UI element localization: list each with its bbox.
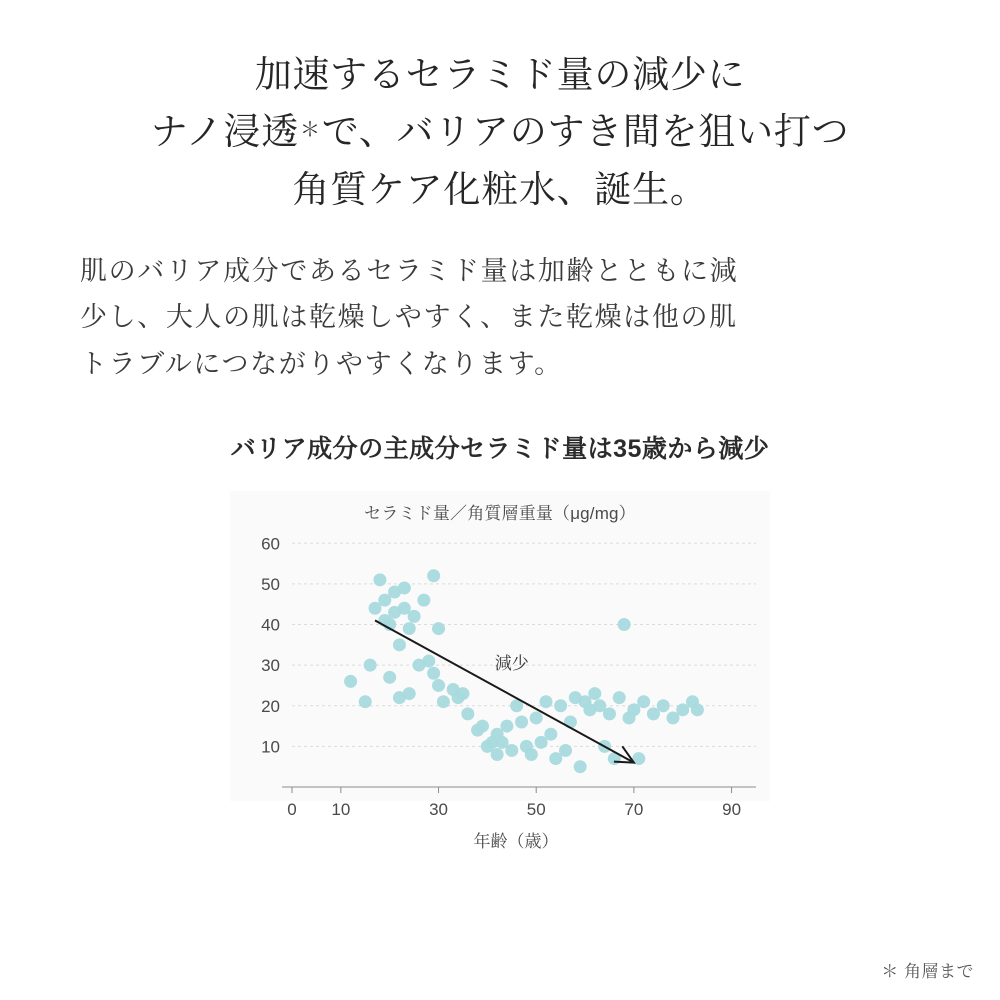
data-point	[344, 675, 357, 688]
data-point	[364, 659, 377, 672]
asterisk-note-icon: ＊	[300, 118, 321, 141]
chart-title: セラミド量／角質層重量（μg/mg）	[364, 504, 636, 524]
data-point	[408, 610, 421, 623]
headline-line-2	[0, 103, 1000, 160]
data-point	[618, 618, 631, 631]
data-point	[544, 728, 557, 741]
x-axis-label: 年齢（歳）	[473, 832, 559, 852]
data-point	[554, 700, 567, 713]
x-tick-label: 10	[331, 800, 351, 820]
data-point	[456, 687, 469, 700]
data-point	[657, 700, 670, 713]
x-tick-label: 30	[429, 800, 448, 820]
x-tick-label: 70	[624, 800, 644, 820]
headline-line-1: 加速するセラミド量の減少に	[254, 54, 746, 95]
data-point	[637, 696, 650, 709]
y-tick-label: 10	[261, 737, 280, 757]
y-tick-label: 50	[261, 575, 280, 595]
data-point	[403, 687, 416, 700]
data-point	[515, 716, 528, 729]
data-point	[491, 748, 504, 761]
body-line-2: 少し、大人の肌は乾燥しやすく、また乾燥は他の肌	[80, 302, 738, 333]
data-point	[559, 744, 572, 757]
data-point	[427, 570, 440, 583]
x-tick-label: 50	[526, 800, 546, 820]
data-point	[359, 696, 372, 709]
data-point	[505, 744, 518, 757]
x-tick-label: 0	[287, 800, 297, 820]
data-point	[432, 679, 445, 692]
footnote: ＊ 角層まで	[881, 962, 974, 981]
data-point	[427, 667, 440, 680]
x-tick-label: 90	[722, 800, 742, 820]
data-point	[437, 696, 450, 709]
y-tick-label: 30	[261, 656, 280, 676]
data-point	[691, 704, 704, 717]
data-point	[564, 716, 577, 729]
data-point	[422, 655, 435, 668]
data-point	[539, 696, 552, 709]
page-title	[0, 0, 1000, 218]
data-point	[373, 574, 386, 587]
data-point	[417, 594, 430, 607]
data-point	[500, 720, 513, 733]
data-point	[525, 748, 538, 761]
y-tick-label: 60	[261, 534, 280, 554]
y-tick-label: 20	[261, 697, 280, 717]
data-point	[393, 639, 406, 652]
chart-svg	[230, 491, 770, 851]
headline-line-3: 角質ケア化粧水、誕生。	[292, 168, 708, 210]
data-point	[603, 708, 616, 721]
data-point	[461, 708, 474, 721]
data-point	[588, 687, 601, 700]
body-line-1: 肌のバリア成分であるセラミド量は加齢とともに減	[80, 256, 739, 287]
data-point	[613, 691, 626, 704]
data-point	[574, 761, 587, 774]
headline-line-2-part-a: ナノ浸透	[150, 111, 299, 153]
data-point	[398, 582, 411, 595]
decline-annotation-label: 減少	[494, 654, 529, 674]
scatter-chart	[230, 491, 770, 851]
data-point	[530, 712, 543, 725]
body-line-3: トラブルにつながりやすくなります。	[80, 348, 563, 379]
data-point	[476, 720, 489, 733]
y-tick-label: 40	[261, 615, 280, 635]
body-copy	[80, 248, 920, 387]
data-point	[383, 671, 396, 684]
data-point	[432, 622, 445, 635]
data-point	[403, 622, 416, 635]
chart-caption: バリア成分の主成分セラミド量は35歳から減少	[230, 435, 770, 464]
headline-line-2-part-b: で、バリアのすき間を狙い打つ	[321, 111, 850, 153]
